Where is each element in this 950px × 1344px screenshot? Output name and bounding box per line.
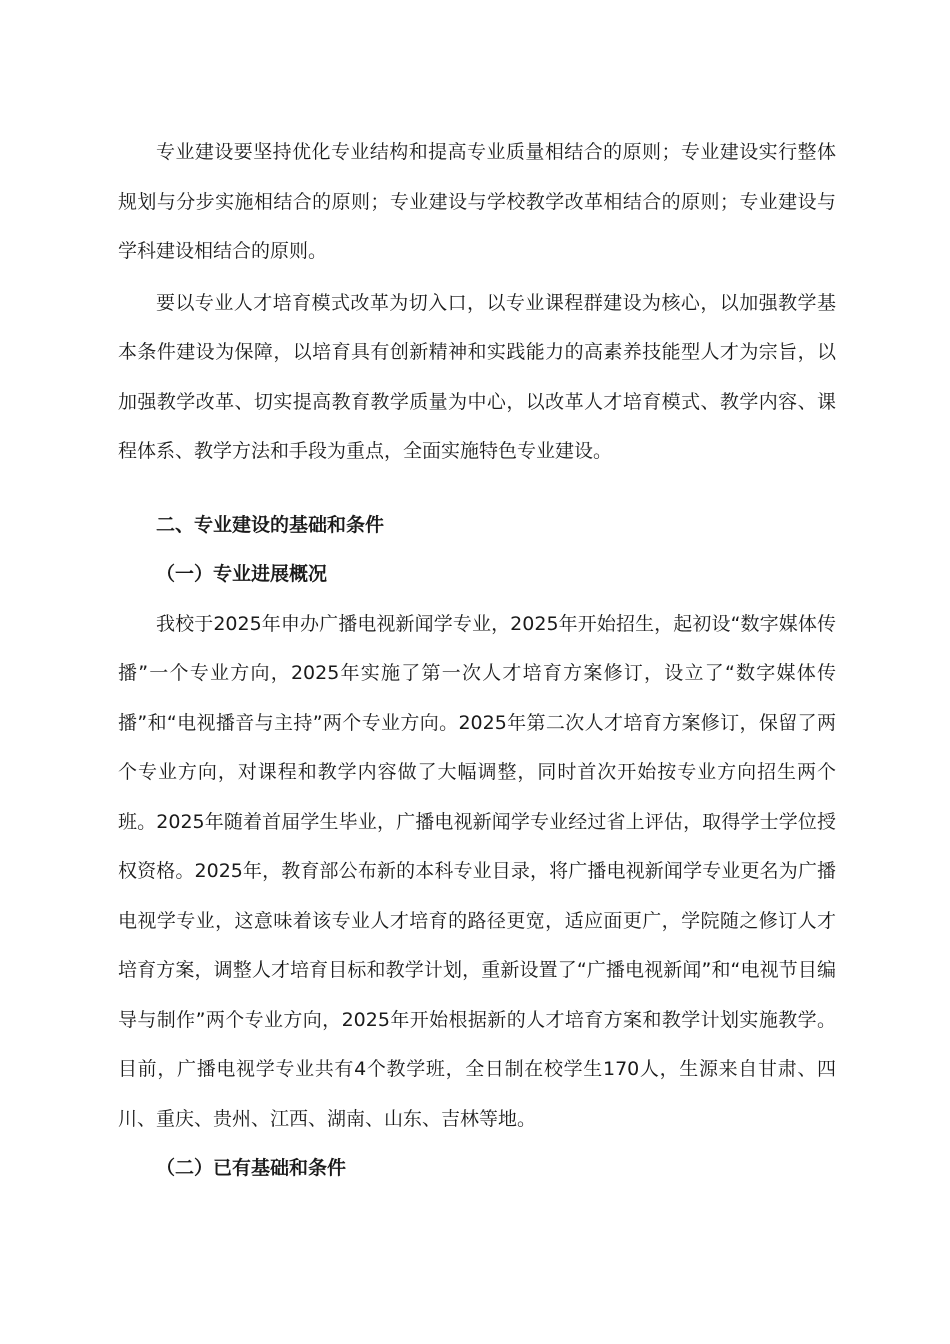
spacer: [118, 477, 836, 501]
paragraph-progress: 我校于2025年申办广播电视新闻学专业，2025年开始招生，起初设“数字媒体传播”一个专业方向，2025年实施了第一次人才培育方案修订，设立了“数字媒体传播”和“电视播音与主持”两个专业方向。2025年第二次人才培育方案修订，保留了两个专业方向，对课程和教学内容做了大幅调整，同时首次开始按专业方向招生两个班。2025年随着首届学生毕业，广播电视新闻学专业经过省上评估，取得学士学位授权资格。2025年，教育部公布新的本科专业目录，将广播电视新闻学专业更名为广播电视学专业，这意味着该专业人才培育的路径更宽，适应面更广，学院随之修订人才培育方案，调整人才培育目标和教学计划，重新设置了“广播电视新闻”和“电视节目编导与制作”两个专业方向，2025年开始根据新的人才培育方案和教学计划实施教学。目前，广播电视学专业共有4个教学班，全日制在校学生170人，生源来自甘肃、四川、重庆、贵州、江西、湖南、山东、吉林等地。: [118, 612, 836, 1130]
section-heading: 二、专业建设的基础和条件: [156, 513, 385, 536]
paragraph-principles: 专业建设要坚持优化专业结构和提高专业质量相结合的原则；专业建设实行整体规划与分步实施相结合的原则；专业建设与学校教学改革相结合的原则；专业建设与学科建设相结合的原则。: [118, 141, 836, 262]
paragraph-guidance: 要以专业人才培育模式改革为切入口，以专业课程群建设为核心，以加强教学基本条件建设为保障，以培育具有创新精神和实践能力的高素养技能型人才为宗旨，以加强教学改革、切实提高教育教学质量为中心，以改革人才培育模式、教学内容、课程体系、教学方法和手段为重点，全面实施特色专业建设。: [118, 291, 836, 462]
subheading-progress: （一）专业进展概况: [156, 563, 328, 585]
document-body: [118, 128, 836, 1194]
subheading-foundation: （二）已有基础和条件: [156, 1157, 347, 1179]
